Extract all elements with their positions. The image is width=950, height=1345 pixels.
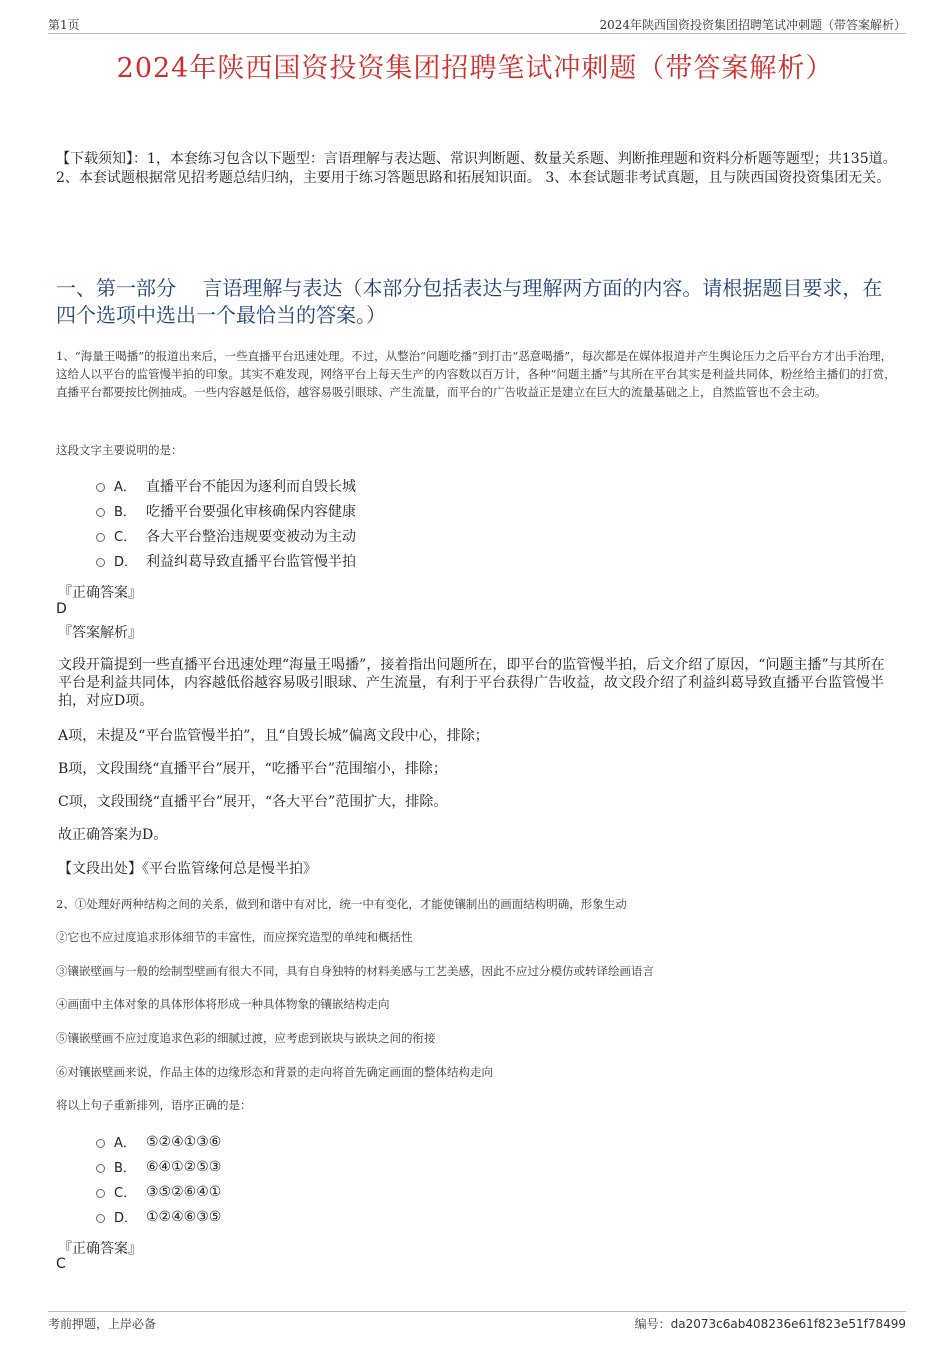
page-number: 第1页	[48, 18, 80, 32]
question-2-prompt: 将以上句子重新排列，语序正确的是：	[56, 1098, 252, 1112]
header-doc-title: 2024年陕西国资投资集团招聘笔试冲刺题（带答案解析）	[599, 18, 906, 32]
section-heading: 一、第一部分 言语理解与表达（本部分包括表达与理解两方面的内容。请根据题目要求，在四个选项中选出一个最恰当的答案。）	[56, 276, 883, 327]
radio-icon[interactable]	[96, 1214, 105, 1223]
option-text: 直播平台不能因为逐利而自毁长城	[146, 478, 356, 495]
radio-icon[interactable]	[96, 533, 105, 542]
question-1-option-d[interactable]: D． 利益纠葛导致直播平台监管慢半拍	[96, 548, 356, 573]
question-1-source: 【文段出处】《平台监管缘何总是慢半拍》	[58, 861, 317, 877]
radio-icon[interactable]	[96, 1164, 105, 1173]
footer-slogan: 考前押题，上岸必备	[48, 1317, 157, 1331]
question-2-sentence-6: ⑥对镶嵌壁画来说，作品主体的边缘形态和背景的走向将首先确定画面的整体结构走向	[56, 1065, 493, 1079]
question-1-note-c: C项，文段围绕“直播平台”展开，“各大平台”范围扩大，排除。	[58, 794, 448, 810]
question-2-option-c[interactable]: C． ③⑤②⑥④①	[96, 1179, 221, 1204]
question-1-conclusion: 故正确答案为D。	[58, 827, 168, 843]
radio-icon[interactable]	[96, 558, 105, 567]
question-1-text: 1、“海量王喝播”的报道出来后，一些直播平台迅速处理。不过，从整治“问题吃播”到打击“恶意喝播”，每次都是在媒体报道并产生舆论压力之后平台方才出手治理，这给人以平台的监管慢半拍的印象。其实不难发现，网络平台上每天生产的内容数以百万计，各种“问题主播”与其所在平台其实是利益共同体，粉丝给主播们的打赏，直播平台都要按比例抽成。一些内容越是低俗，越容易吸引眼球、产生流量，而平台的广告收益正是建立在巨大的流量基础之上，自然监管也不会主动。	[56, 349, 896, 399]
page-header	[48, 14, 906, 34]
question-2-sentence-2: ②它也不应过度追求形体细节的丰富性，而应探究造型的单纯和概括性	[56, 930, 413, 944]
option-text: 吃播平台要强化审核确保内容健康	[146, 503, 356, 520]
option-text: 各大平台整治违规要变被动为主动	[146, 528, 356, 545]
radio-icon[interactable]	[96, 1139, 105, 1148]
page-footer	[48, 1311, 906, 1335]
question-2-sentence-4: ④画面中主体对象的具体形体将形成一种具体物象的镶嵌结构走向	[56, 997, 390, 1011]
radio-icon[interactable]	[96, 1189, 105, 1198]
option-text: ⑤②④①③⑥	[146, 1133, 222, 1150]
question-2-answer-label: 『正确答案』	[58, 1241, 142, 1257]
question-2-option-a[interactable]: A． ⑤②④①③⑥	[96, 1129, 221, 1154]
question-1-note-b: B项，文段围绕“直播平台”展开，“吃播平台”范围缩小，排除；	[58, 761, 447, 777]
question-2-answer: C	[56, 1256, 66, 1272]
footer-code-label: 编号：	[634, 1317, 671, 1331]
question-1-answer: D	[56, 601, 67, 617]
question-1-analysis-label: 『答案解析』	[58, 625, 142, 641]
question-2-sentence-3: ③镶嵌壁画与一般的绘制型壁画有很大不同，具有自身独特的材料美感与工艺美感，因此不应过分模仿或转译绘画语言	[56, 964, 654, 978]
question-2-option-d[interactable]: D． ①②④⑥③⑤	[96, 1204, 221, 1229]
question-2-sentence-5: ⑤镶嵌壁画不应过度追求色彩的细腻过渡，应考虑到嵌块与嵌块之间的衔接	[56, 1031, 436, 1045]
option-text: ①②④⑥③⑤	[146, 1208, 222, 1225]
question-1-note-a: A项，未提及“平台监管慢半拍”，且“自毁长城”偏离文段中心，排除；	[58, 728, 489, 744]
question-1-option-c[interactable]: C． 各大平台整治违规要变被动为主动	[96, 523, 356, 548]
footer-code	[635, 1315, 906, 1332]
option-text: ⑥④①②⑤③	[146, 1158, 222, 1175]
question-1-answer-label: 『正确答案』	[58, 585, 142, 601]
footer-code-value: da2073c6ab408236e61f823e51f78499	[670, 1317, 906, 1331]
download-notice: 【下载须知】：1，本套练习包含以下题型：言语理解与表达题、常识判断题、数量关系题、判断推理题和资料分析题等题型；共135道。 2、本套试题根据常见招考题总结归纳，主要用于练习答题思路和拓展知识面。 3、本套试题非考试真题，且与陕西国资投资集团无关。	[56, 151, 897, 186]
radio-icon[interactable]	[96, 508, 105, 517]
document-title: 2024年陕西国资投资集团招聘笔试冲刺题（带答案解析）	[116, 53, 834, 84]
option-text: ③⑤②⑥④①	[146, 1183, 222, 1200]
question-1-option-b[interactable]: B． 吃播平台要强化审核确保内容健康	[96, 498, 356, 523]
option-text: 利益纠葛导致直播平台监管慢半拍	[146, 553, 356, 570]
question-2-options	[96, 1129, 221, 1229]
question-2-sentence-1: 2、①处理好两种结构之间的关系，做到和谐中有对比，统一中有变化，才能使镶制出的画面结构明确，形象生动	[56, 897, 627, 911]
question-1-options	[96, 473, 356, 573]
question-1-prompt: 这段文字主要说明的是：	[56, 443, 183, 457]
question-2-option-b[interactable]: B． ⑥④①②⑤③	[96, 1154, 221, 1179]
question-1-option-a[interactable]: A． 直播平台不能因为逐利而自毁长城	[96, 473, 356, 498]
radio-icon[interactable]	[96, 483, 105, 492]
question-1-analysis: 文段开篇提到一些直播平台迅速处理“海量王喝播”，接着指出问题所在，即平台的监管慢半拍，后文介绍了原因，“问题主播”与其所在平台是利益共同体，内容越低俗越容易吸引眼球、产生流量，有利于平台获得广告收益，故文段介绍了利益纠葛导致直播平台监管慢半拍，对应D项。	[58, 657, 885, 709]
